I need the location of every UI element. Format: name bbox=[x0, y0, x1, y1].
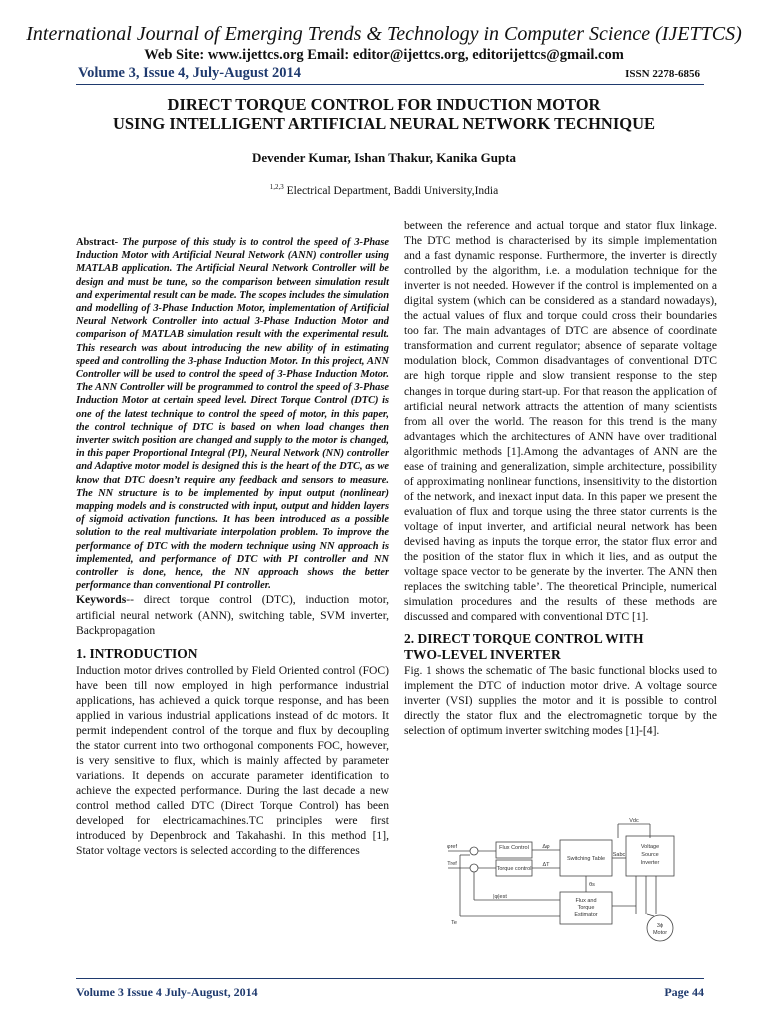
section-2-heading-line-2: TWO-LEVEL INVERTER bbox=[404, 647, 561, 663]
motor-label-1: 3ϕ bbox=[656, 923, 664, 929]
keywords-label: Keywords bbox=[76, 593, 127, 607]
keywords bbox=[76, 592, 389, 637]
authors: Devender Kumar, Ishan Thakur, Kanika Gupta bbox=[251, 150, 517, 165]
vdc-label: Vdc bbox=[629, 818, 639, 824]
affiliation-text: Electrical Department, Baddi University,India bbox=[283, 185, 499, 197]
switching-table-label: Switching Table bbox=[566, 856, 606, 862]
estimator-label-3: Estimator bbox=[574, 912, 598, 918]
abstract bbox=[76, 236, 389, 592]
paper-title-line-2: USING INTELLIGENT ARTIFICIAL NEURAL NETWORK TECHNIQUE bbox=[112, 114, 656, 133]
header-rule bbox=[76, 84, 704, 85]
volume-info: Volume 3, Issue 4, July-August 2014 bbox=[78, 65, 302, 81]
delta-phi-label: Δφ bbox=[542, 844, 550, 850]
t-ref-label: Tref bbox=[447, 861, 457, 867]
journal-title: International Journal of Emerging Trends & Technology in Computer Science (IJETTCS) bbox=[26, 23, 742, 45]
estimator-label-2: Torque bbox=[577, 905, 595, 911]
journal-website: Web Site: www.ijettcs.org Email: editor@ijettcs.org, editorijettcs@gmail.com bbox=[144, 47, 624, 63]
torque-control-label: Torque control bbox=[496, 866, 532, 872]
s-abc-label: Sabc bbox=[612, 852, 626, 858]
vsi-label-2: Source bbox=[641, 852, 659, 858]
vsi-label-3: Inverter bbox=[640, 860, 660, 866]
affiliation-superscript: 1,2,3 bbox=[269, 183, 284, 191]
introduction-text: Induction motor drives controlled by Field Oriented control (FOC) have been till now employed in high performance industrial applications, has achieved a quick torque response, and has been applied in various industrial applications instead of dc motors. It permit independent control of the torque and flux by decoupling the stator current into two orthogonal components FOC, however, is very sensitive to flux, which is mainly affected by parameter variations. It depends on accurate parameter identification to achieve the expected performance. During the last decade a new control method called DTC (Direct Torque Control) has been developed for electricamachines.TC principles were first introduced by Depenbrock and Takahashi. In this method [1], Stator voltage vectors is selected according to the differences bbox=[76, 663, 389, 858]
theta-s-label: θs bbox=[589, 882, 595, 888]
continuation-text: between the reference and actual torque and stator flux linkage. The DTC method is characterised by its simple implementation and a fast dynamic response. Furthermore, the inverter is directly controlled by the algorithm, i.e. a modulation technique for the inverter is not needed. However if the control is implemented on a digital system (which can be considered as a standard nowadays), the actual values of flux and torque could cross their boundaries too far. The main advantages of DTC are absence of coordinate transformation and current regulator; absence of separate voltage modulation block, Common disadvantages of conventional DTC are high torque ripple and slow transient response to the step changes in torque during start-up. For that reason the application of artificial neural network attracts the attention of many scientists from all over the world. The reason for this trend is the many advantages which the architectures of ANN have over traditional algorithmic methods [1].Among the advantages of ANN are the ease of training and generalization, simple architecture, possibility of approximating nonlinear functions, insensitivity to the distortion of the network, and inexact input data. In this paper we present the evaluation of flux and torque using the three stator currents is the voltage of input inverter, and artificial neural network has been devised having as inputs the torque error, the stator flux error and the position of the stator flux in which it lies, and as output the voltage space vector to be generate by the inverter. The ANN then replaces the switching table’. The theoretical Principle, numerical simulation procedures and the results of these methods are discussed and compared with conventional DTC [1]. bbox=[404, 219, 717, 624]
paper-title bbox=[0, 95, 768, 133]
affiliation bbox=[0, 180, 768, 198]
dtc-block-diagram bbox=[440, 818, 716, 946]
section-2-heading-line-1: 2. DIRECT TORQUE CONTROL WITH bbox=[404, 631, 644, 647]
phi-est-label: |φ|est bbox=[493, 894, 507, 900]
keywords-text: -- direct torque control (DTC), induction motor, artificial neural network (ANN), switching table, SVM inverter, Backpropagation bbox=[76, 593, 389, 637]
motor-label-2: Motor bbox=[652, 930, 668, 936]
t-est-label: Te bbox=[451, 920, 457, 926]
flux-control-label: Flux Control bbox=[499, 845, 529, 851]
delta-t-label: ΔT bbox=[542, 862, 550, 868]
abstract-text: The purpose of this study is to control the speed of 3-Phase Induction Motor with Artificial Neural Network (ANN) controller using MATLAB application. The Artificial Neural Network Controller will be design and must be tune, so the comparison between simulation result and experimental result can be made. The scopes includes the simulation and modelling of 3-Phase Induction Motor, implementation of Artificial Neural Network Controller into actual 3-Phase Induction Motor and comparison of MATLAB simulation result with the experimental result. This research was about introducing the new ability of in estimating speed and controlling the 3-phase Induction Motor. In this project, ANN Controller will be used to control the speed of 3-Phase Induction Motor. The ANN Controller will be programmed to control the speed of 3-Phase Induction Motor at certain speed level. Direct Torque Control (DTC) is one of the latest technique to control the speed of motor, in this paper, the control technique of DTC is based on when load changes then inverter switch position are changed and supply to the motor is changed, in this paper Proportional Integral (PI), Neural Network (NN) controller and Adaptive motor model is designed this is the heart of the DTC, as we know that DTC doesn’t require any feedback and sensors to measure. The NN structure is to be implemented by input output (nonlinear) mapping models and is constructed with input, output and hidden layers of sigmoid activation functions. It has been introduced as a possible solution to the real multivariate interpolation problem. To improve the performance of DTC with the modern technique using NN approach is implemented, and performance of DTC with PI controller and NN controller is done, hence, the NN approach shows the better performance than conventional PI controller. bbox=[76, 237, 389, 592]
issn: ISSN 2278-6856 bbox=[625, 68, 700, 80]
section-2-heading bbox=[404, 631, 717, 663]
left-column bbox=[76, 236, 389, 858]
estimator-label-1: Flux and bbox=[575, 898, 597, 904]
right-column bbox=[404, 218, 717, 739]
vsi-label-1: Voltage bbox=[640, 844, 660, 850]
footer-volume: Volume 3 Issue 4 July-August, 2014 bbox=[76, 985, 258, 999]
section-2-text: Fig. 1 shows the schematic of The basic functional blocks used to implement the DTC of induction motor drive. A voltage source inverter (VSI) supplies the motor and it is possible to control directly the stator flux and the electromagnetic torque by the selection of optimum inverter switching modes [1]-[4]. bbox=[404, 664, 717, 738]
phi-ref-label: φref bbox=[447, 844, 457, 850]
footer-rule bbox=[76, 978, 704, 979]
page-number: Page 44 bbox=[664, 985, 704, 999]
paper-title-line-1: DIRECT TORQUE CONTROL FOR INDUCTION MOTOR bbox=[167, 95, 601, 114]
introduction-heading: 1. INTRODUCTION bbox=[76, 645, 198, 661]
abstract-label: Abstract- bbox=[76, 237, 119, 248]
